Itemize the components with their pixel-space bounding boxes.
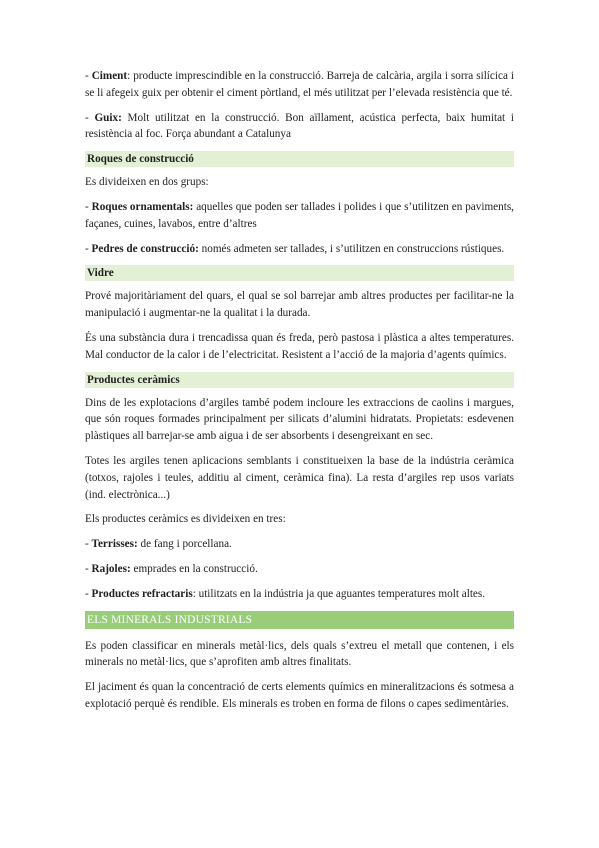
minerals-paragraph-1: Es poden classificar en minerals metàl·lics, dels quals s’extreu el metall que contenen, i els minerals no metàl·lics, que s’aprofiten amb altres finalitats. (85, 639, 514, 669)
term-productes-refractaris: Productes refractaris (91, 587, 193, 600)
term-roques-ornamentals: Roques ornamentals: (91, 200, 194, 213)
ciment-text: : producte imprescindible en la construcció. Barreja de calcària, argila i sorra silícica i se li afegeix guix per obtenir el ciment pòrtland, el més utilitzat per l’elevada resistència que té. (85, 70, 514, 99)
roques-ornamentals-item (85, 199, 514, 233)
refractaris-item (85, 586, 514, 603)
dash: - (85, 562, 92, 575)
term-pedres-construccio: Pedres de construcció: (91, 242, 199, 255)
vidre-paragraph-1: Prové majoritàriament del quars, el qual se sol barrejar amb altres productes per facilitar-ne la manipulació i augmentar-ne la qualitat i la durada. (85, 290, 514, 320)
minerals-paragraph-2: El jaciment és quan la concentració de certs elements químics en mineralitzacions és sotmesa a explotació perquè és rendible. Els minerals es troben en forma de filons o capes sedimentàries. (85, 681, 514, 710)
terrisses-item (85, 536, 514, 553)
pedres-construccio-text: només admeten ser tallades, i s’utilitzen en construccions rústiques. (198, 242, 505, 255)
dash: - (85, 111, 95, 124)
section-heading-ceramics: Productes ceràmics (85, 372, 514, 388)
term-rajoles: Rajoles: (91, 562, 131, 575)
ciment-paragraph (85, 68, 514, 102)
dash: - (85, 587, 92, 600)
roques-intro: Es divideixen en dos grups: (85, 176, 209, 189)
term-terrisses: Terrisses: (91, 538, 138, 551)
section-heading-vidre: Vidre (85, 265, 514, 281)
dash: - (85, 200, 92, 213)
term-ciment: Ciment (91, 70, 128, 82)
guix-text: Molt utilitzat en la construcció. Bon aïllament, acústica perfecta, baix humitat i resistència al foc. Força abundant a Catalunya (85, 111, 515, 141)
guix-paragraph (85, 110, 514, 144)
section-heading-roques: Roques de construcció (85, 151, 514, 167)
pedres-construccio-item (85, 241, 514, 258)
dash: - (85, 538, 92, 551)
rajoles-item (85, 561, 514, 578)
terrisses-text: de fang i porcellana. (137, 538, 232, 551)
ceramics-paragraph-1: Dins de les explotacions d’argiles també podem incloure les extraccions de caolins i margues, que són roques formades principalment per silicats d’alumini hidratats. Propietats: esdevenen plàstiques all barrejar-se amb aigua i de ser absorbents i desengreixant en sec. (85, 396, 514, 443)
ceramics-paragraph-3: Els productes ceràmics es divideixen en tres: (85, 513, 286, 526)
refractaris-text: : utilitzats en la indústria ja que aguantes temperatures molt altes. (192, 587, 486, 600)
ceramics-paragraph-2: Totes les argiles tenen aplicacions semblants i constitueixen la base de la indústria ceràmica (totxos, rajoles i teules, additiu al ciment, ceràmica fina). La resta d’argiles rep usos variats (ind. electrònica...) (85, 454, 514, 501)
term-guix: Guix: (94, 111, 122, 124)
dash: - (85, 70, 92, 82)
rajoles-text: emprades en la construcció. (130, 562, 258, 575)
section-heading-minerals-industrials: ELS MINERALS INDUSTRIALS (85, 611, 514, 629)
roques-ornamentals-text: aquelles que poden ser tallades i polides i que s’utilitzen en paviments, façanes, cuines, lavabos, entre d’altres (85, 200, 514, 230)
dash: - (85, 242, 92, 255)
document-page (85, 68, 514, 721)
vidre-paragraph-2: És una substància dura i trencadissa quan és freda, però pastosa i plàstica a altes temperatures. Mal conductor de la calor i de l’electricitat. Resistent a l’acció de la majoria d’agents químics. (85, 331, 514, 361)
